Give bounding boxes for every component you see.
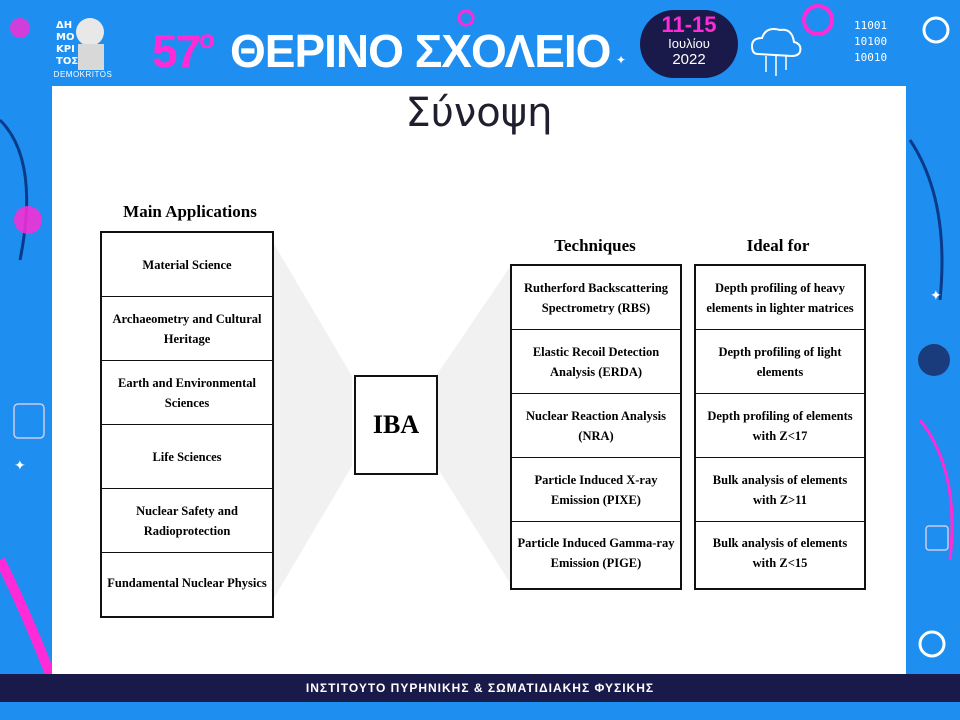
svg-text:✦: ✦ [930, 288, 942, 304]
applications-heading: Main Applications [123, 202, 257, 221]
ideal-for-item: Bulk analysis of elements with Z<15 [712, 536, 848, 570]
technique-item: Nuclear Reaction Analysis (NRA) [512, 394, 680, 458]
svg-text:✦: ✦ [616, 53, 627, 67]
svg-text:ΚΡΙ: ΚΡΙ [56, 44, 75, 55]
svg-text:ΜΟ: ΜΟ [56, 32, 75, 43]
application-item: Fundamental Nuclear Physics [107, 575, 267, 590]
ideal-for-item: Bulk analysis of elements with Z>11 [696, 458, 864, 522]
logo-caption: DEMOKRITOS [53, 70, 113, 79]
application-item: Earth and Environmental Sciences [102, 361, 272, 425]
technique-item: Particle Induced X-ray Emission (PIXE) [512, 458, 680, 522]
school-title: ΘΕΡΙΝΟ ΣΧΟΛΕΙΟ [230, 25, 611, 77]
application-item: Life Sciences [102, 425, 272, 489]
ideal-for-heading: Ideal for [746, 236, 810, 255]
application-item: Archaeometry and Cultural Heritage [102, 297, 272, 361]
ideal-for-item: Depth profiling of light elements [696, 330, 864, 394]
date-year: 2022 [672, 50, 706, 68]
date-days: 11-15 [661, 12, 717, 37]
ideal-for-item: Depth profiling of elements with Z<17 [696, 394, 864, 458]
svg-text:ΤΟΣ: ΤΟΣ [56, 56, 79, 67]
cloud-icon [748, 20, 804, 80]
institute-footer: ΙΝΣΤΙΤΟΥΤΟ ΠΥΡΗΝΙΚΗΣ & ΣΩΜΑΤΙΔΙΑΚΗΣ ΦΥΣΙΚΗΣ [0, 674, 960, 702]
technique-item: Elastic Recoil Detection Analysis (ERDA) [512, 330, 680, 394]
demokritos-logo [52, 10, 112, 72]
slide-title: Σύνοψη [405, 90, 553, 136]
svg-text:ΔΗ: ΔΗ [56, 20, 73, 31]
date-badge [640, 10, 738, 78]
applications-list [100, 231, 274, 618]
technique-item: Particle Induced Gamma-ray Emission (PIGE) [517, 536, 675, 570]
slide-panel [52, 86, 906, 674]
binary-decoration: 11001 10100 10010 [854, 19, 888, 64]
svg-text:✦: ✦ [14, 458, 26, 474]
technique-item: Rutherford Backscattering Spectrometry (RBS) [512, 266, 680, 330]
school-edition-number: $57^o$ [152, 24, 214, 77]
application-item: Nuclear Safety and Radioprotection [102, 489, 272, 553]
techniques-list [510, 264, 682, 590]
techniques-heading: Techniques [554, 236, 636, 255]
ideal-for-item: Depth profiling of heavy elements in lighter matrices [696, 266, 864, 330]
iba-center-box: IBA [354, 375, 438, 475]
ideal-for-list [694, 264, 866, 590]
application-item: Material Science [102, 233, 272, 297]
date-month: Ιουλίου [668, 36, 710, 51]
